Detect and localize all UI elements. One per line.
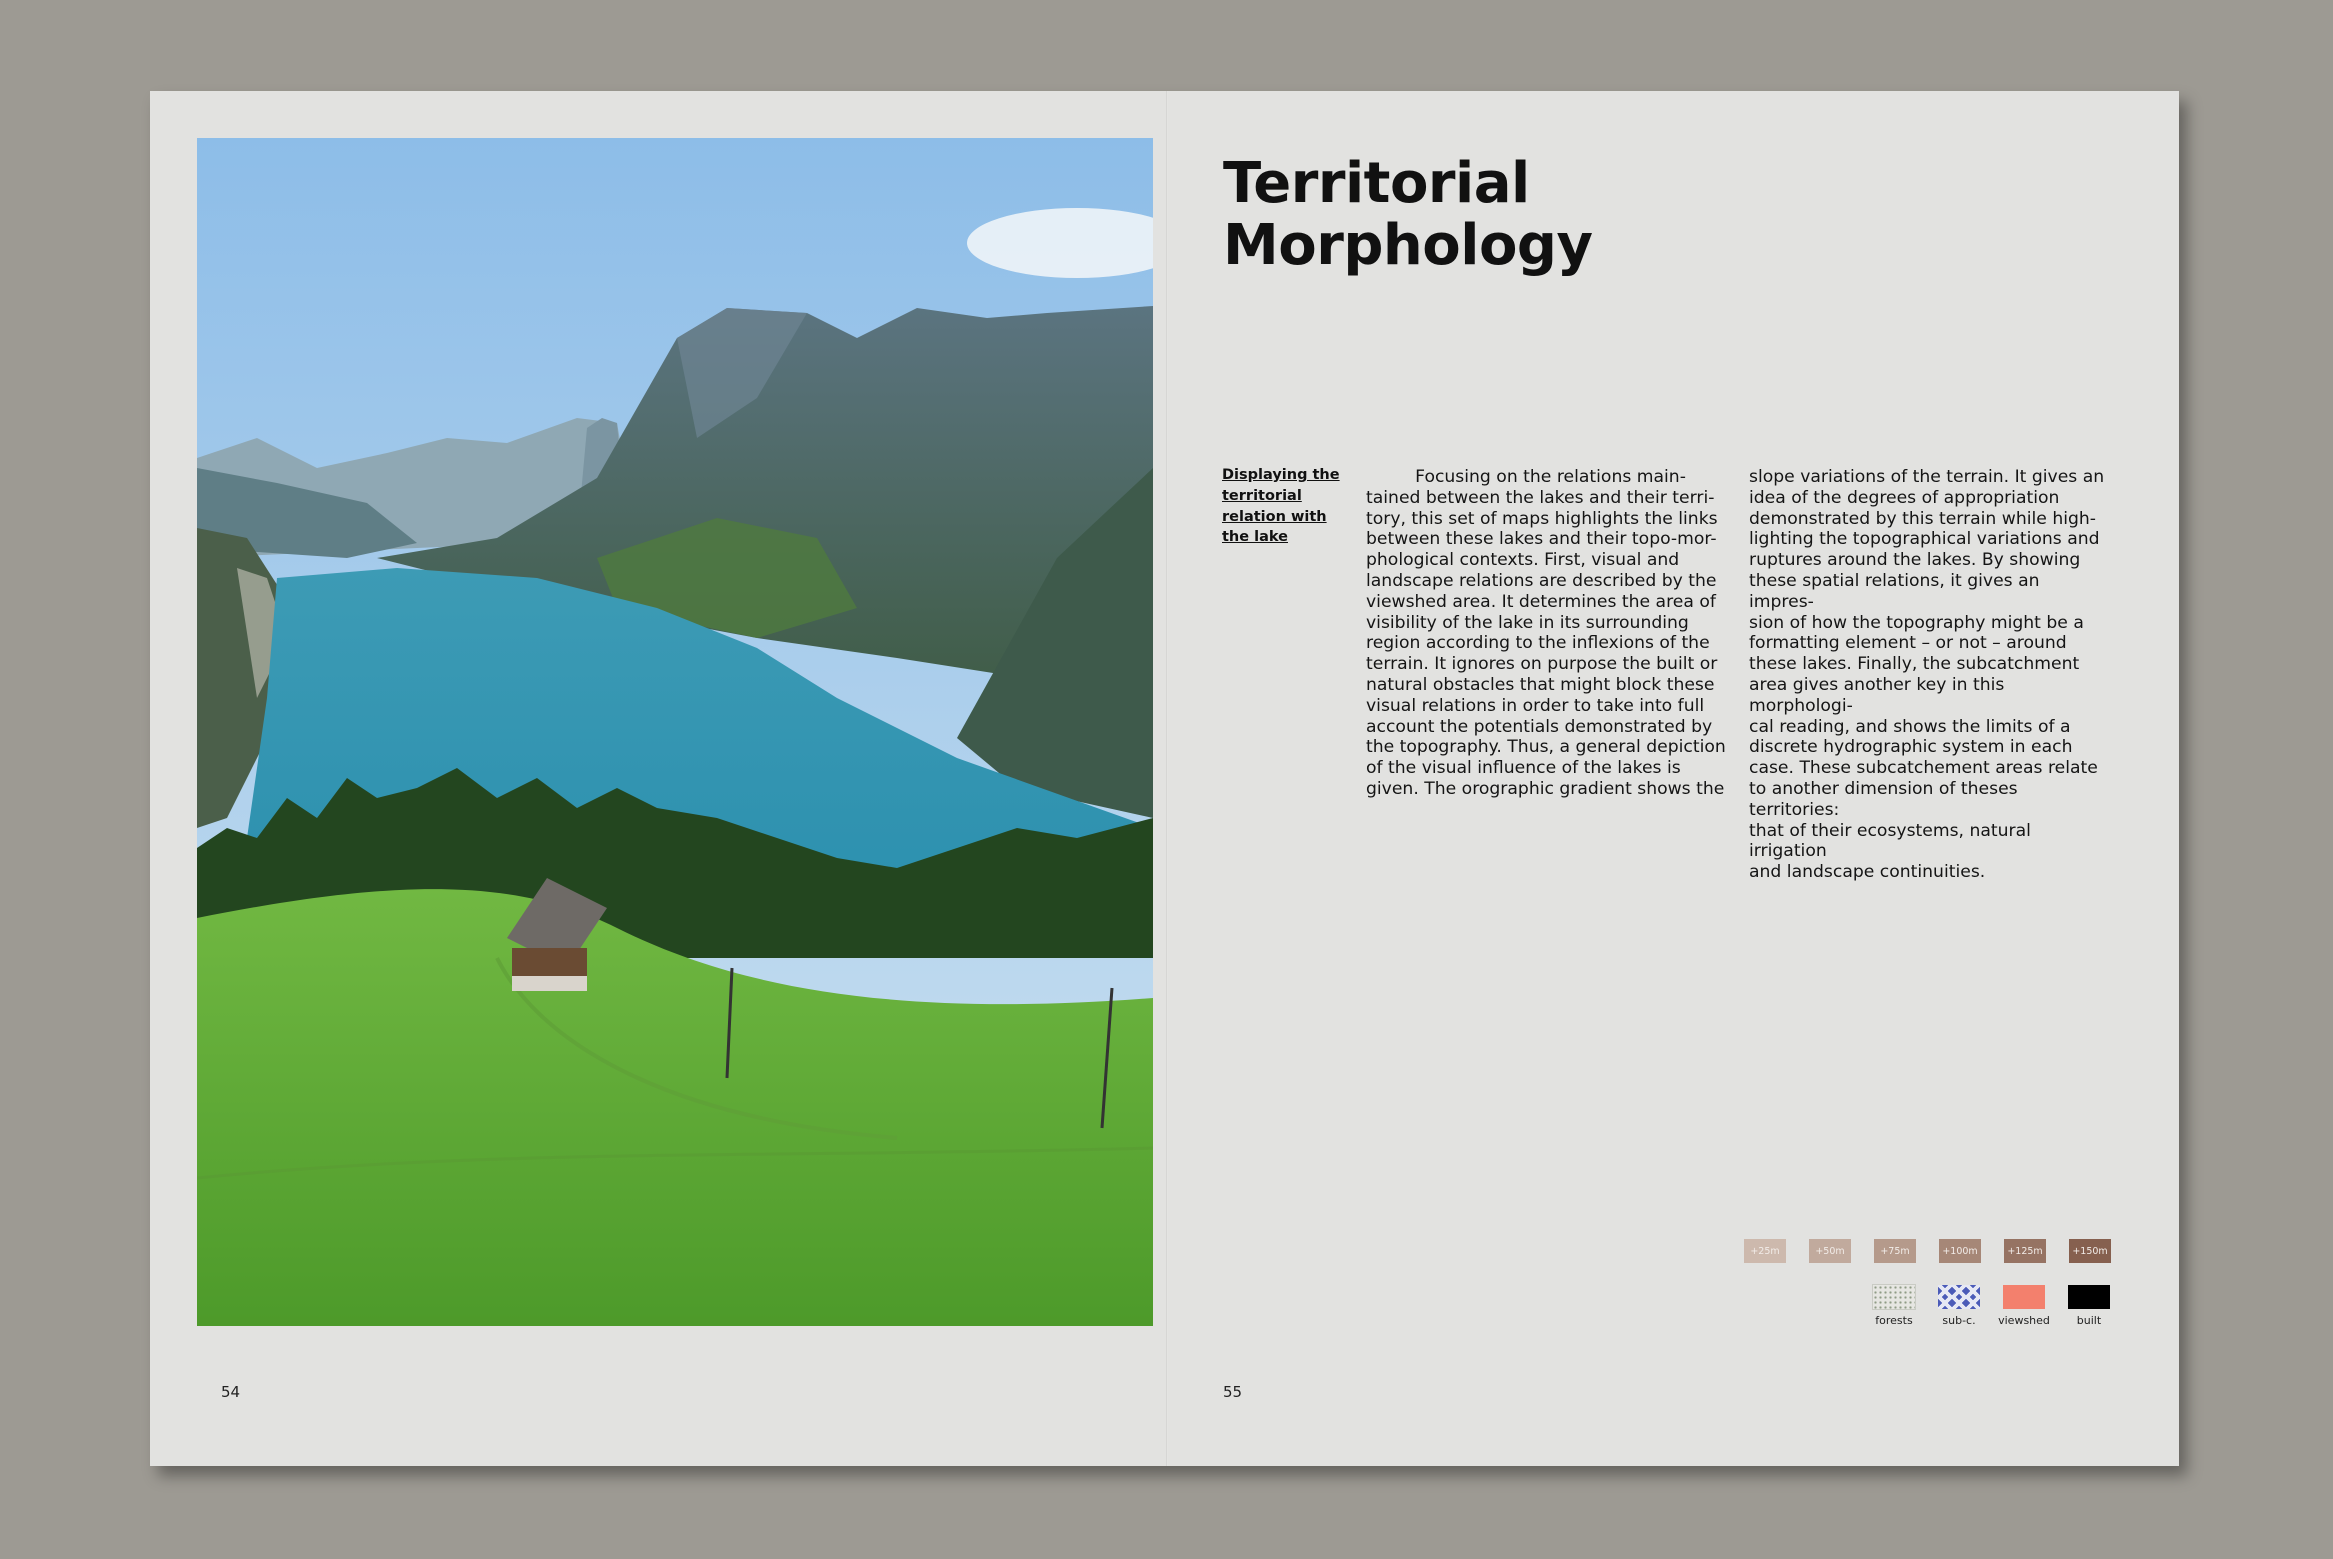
body-text-column-2: slope variations of the terrain. It gives an idea of the degrees of appropriation demonstrated by this terrain while high- lighting the topographical variations and ruptures around the lakes. By showing these spatial relations, it gives an impres- sion of how the topography might be a formatting element – or not – around these lakes. Finally, the subcatchment area gives another key in this morphologi- cal reading, and shows the limits of a discrete hydrographic system in each case. These subcatchement areas relate to another dimension of theses territories: that of their ecosystems, natural irrigation and landscape continuities. bbox=[1749, 467, 2105, 883]
legend-forests bbox=[1873, 1285, 1915, 1327]
elevation-swatch-50: +50m bbox=[1809, 1239, 1851, 1263]
page-number-right: 55 bbox=[1223, 1383, 1243, 1401]
page-title bbox=[1223, 153, 1823, 277]
built-label: built bbox=[2076, 1314, 2102, 1327]
book-spread bbox=[150, 91, 2179, 1466]
layer-legend bbox=[1873, 1285, 2110, 1327]
elevation-legend bbox=[1744, 1239, 2111, 1263]
subcatchment-swatch bbox=[1938, 1285, 1980, 1309]
page-gutter bbox=[1166, 91, 1168, 1466]
elevation-swatch-150: +150m bbox=[2069, 1239, 2111, 1263]
viewshed-label: viewshed bbox=[1998, 1314, 2050, 1327]
title-line-2: Morphology bbox=[1223, 213, 1593, 278]
lake-landscape-photo bbox=[197, 138, 1153, 1326]
side-note bbox=[1222, 465, 1342, 548]
subcatchment-label: sub-c. bbox=[1942, 1314, 1976, 1327]
elevation-swatch-25: +25m bbox=[1744, 1239, 1786, 1263]
body-text-column-1: Focusing on the relations main- tained between the lakes and their terri- tory, this set of maps highlights the links between these lakes and their topo-mor- phological contexts. First, visual and landscape relations are described by the viewshed area. It determines the area of visibility of the lake in its surrounding region according to the inflexions of the terrain. It ignores on purpose the built or natural obstacles that might block these visual relations in order to take into full account the potentials demonstrated by the topography. Thus, a general depiction of the visual influence of the lakes is given. The orographic gradient shows the bbox=[1366, 467, 1726, 799]
elevation-swatch-75: +75m bbox=[1874, 1239, 1916, 1263]
title-line-1: Territorial bbox=[1223, 151, 1530, 216]
viewshed-swatch bbox=[2003, 1285, 2045, 1309]
legend-viewshed bbox=[1998, 1285, 2050, 1327]
forests-swatch bbox=[1873, 1285, 1915, 1309]
legend-subcatchment bbox=[1938, 1285, 1980, 1327]
elevation-swatch-100: +100m bbox=[1939, 1239, 1981, 1263]
legend-built bbox=[2068, 1285, 2110, 1327]
elevation-swatch-125: +125m bbox=[2004, 1239, 2046, 1263]
side-note-line-4: the lake bbox=[1222, 529, 1288, 546]
page-number-left: 54 bbox=[221, 1383, 241, 1401]
side-note-line-2: territorial bbox=[1222, 487, 1302, 504]
built-swatch bbox=[2068, 1285, 2110, 1309]
forests-label: forests bbox=[1875, 1314, 1913, 1327]
side-note-line-3: relation with bbox=[1222, 508, 1327, 525]
side-note-line-1: Displaying the bbox=[1222, 467, 1340, 483]
